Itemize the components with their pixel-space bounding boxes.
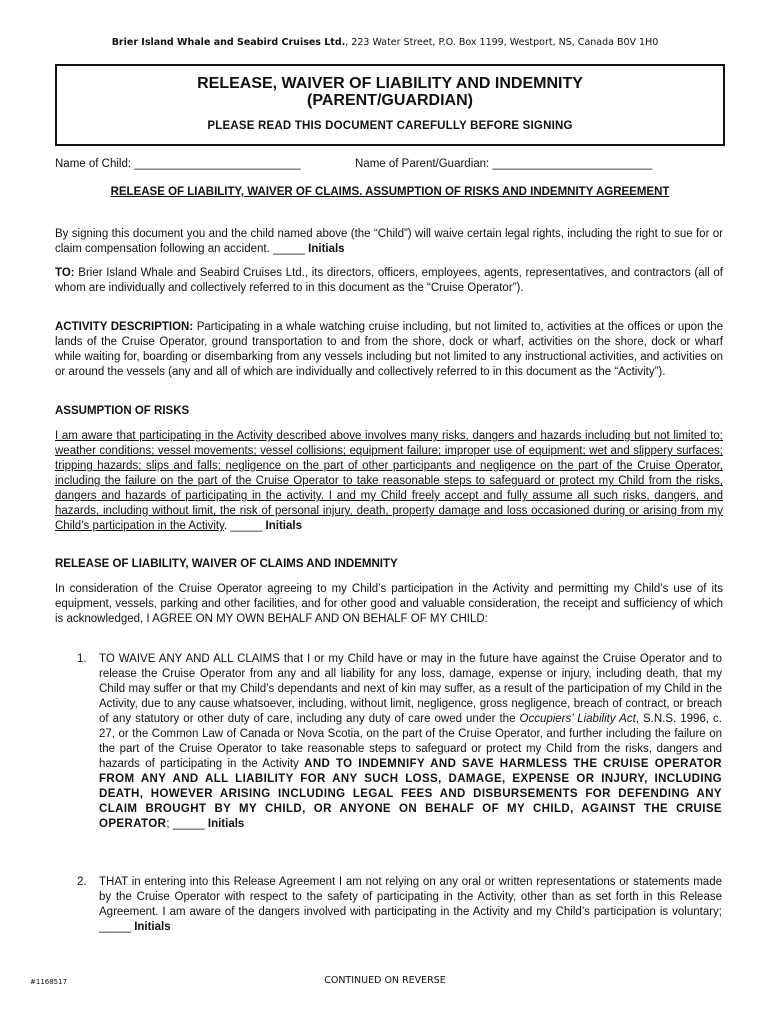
continued-notice: CONTINUED ON REVERSE: [324, 975, 446, 986]
release-heading: RELEASE OF LIABILITY, WAIVER OF CLAIMS AND INDEMNITY: [55, 558, 398, 570]
company-address: , 223 Water Street, P.O. Box 1199, Westport, NS, Canada B0V 1H0: [345, 37, 659, 48]
name-fields: [55, 158, 725, 170]
activity-paragraph: [55, 320, 723, 380]
item1-text-b: , S.N.S. 1996, c. 27, or the Common Law of Canada or Nova Scotia, on the part of the Cruise Operator, and further including the failure on the part of the Cruise Operator to take reasonable steps to safeguard or protect my Child from the risks, dangers and hazards of participating in the Activity: [99, 713, 723, 770]
to-text: Brier Island Whale and Seabird Cruises Ltd., its directors, officers, employees, agents, representatives, and contractors (all of whom are individually and collectively referred to in this document as the “Cruise Operator”).: [55, 267, 723, 294]
list-item-number: 1.: [77, 653, 87, 665]
parent-name-field[interactable]: Name of Parent/Guardian: _________________________: [355, 158, 653, 170]
item1-text-a: TO WAIVE ANY AND ALL CLAIMS that I or my Child have or may in the future have against the Cruise Operator and to release the Cruise Operator from any and all liability for any loss, damage, expense or injury, including death, that my Child may suffer or that my Child’s dependants and next of kin may suffer, as a result of the participation of my Child in the Activity, due to any cause whatsoever, including, without limit, negligence, gross negligence, breach of contract, or breach of any statutory or other duty of care, including any duty of care owed under the: [99, 653, 722, 725]
item2-initials[interactable]: Initials: [134, 921, 171, 933]
assumption-heading: ASSUMPTION OF RISKS: [55, 405, 190, 417]
assumption-paragraph: [55, 429, 723, 534]
title-subtitle: PLEASE READ THIS DOCUMENT CAREFULLY BEFORE SIGNING: [207, 120, 573, 132]
assumption-after: . _____: [223, 520, 266, 532]
list-item-body: [99, 875, 722, 935]
assumption-initials[interactable]: Initials: [265, 520, 302, 532]
intro-paragraph: [55, 227, 723, 257]
item1-after: ; _____: [166, 818, 208, 830]
company-header: [0, 37, 770, 48]
intro-text: By signing this document you and the child named above (the “Child”) will waive certain legal rights, including the right to sue for or claim compensation following an accident. _____: [55, 228, 723, 255]
assumption-text: I am aware that participating in the Activity described above involves many risks, dangers and hazards including but not limited to: weather conditions; vessel movements; vessel collisions; equipment failure; improper use of equipment; wet and slippery surfaces; tripping hazards; slips and falls; negligence on the part of other participants and negligence on the part of the Cruise Operator, including the failure on the part of the Cruise Operator to take reasonable steps to safeguard or protect my Child from the risks, dangers and hazards of participating in the activity. I and my Child freely accept and fully assume all such risks, dangers, and hazards, including without limit, the risk of personal injury, death, property damage and loss occasioned during or arising from my Child’s participation in the Activity: [55, 430, 723, 532]
agreement-section-title: RELEASE OF LIABILITY, WAIVER OF CLAIMS. ASSUMPTION OF RISKS AND INDEMNITY AGREEMENT: [110, 186, 670, 198]
activity-label: ACTIVITY DESCRIPTION:: [55, 321, 194, 333]
item1-indemnify-clause: AND TO INDEMNIFY AND SAVE HARMLESS THE CRUISE OPERATOR FROM ANY AND ALL LIABILITY FOR ANY SUCH LOSS, DAMAGE, EXPENSE OR INJURY, INCLUDING DEATH, HOWEVER ARISING INCLUDING LEGAL FEES AND DISBURSEMENTS FOR DEFENDING ANY CLAIM BROUGHT BY MY CHILD, OR ANYONE ON BEHALF OF MY CHILD, AGAINST THE CRUISE OPERATOR: [99, 758, 723, 830]
document-title: [57, 75, 723, 109]
to-label: TO:: [55, 267, 75, 279]
list-item-number: 2.: [77, 876, 87, 888]
child-name-field[interactable]: Name of Child: __________________________: [55, 158, 301, 170]
title-box: [55, 64, 725, 146]
document-id: #1168517: [30, 978, 68, 986]
item1-act-name: Occupiers’ Liability Act: [519, 713, 636, 725]
intro-initials[interactable]: Initials: [308, 243, 345, 255]
to-paragraph: [55, 266, 723, 296]
title-line-2: (PARENT/GUARDIAN): [307, 92, 473, 109]
company-name: Brier Island Whale and Seabird Cruises Ltd.: [111, 37, 346, 48]
item2-text: THAT in entering into this Release Agreement I am not relying on any oral or written representations or statements made by the Cruise Operator with respect to the safety of participating in the Activity, other than as set forth in this Release Agreement. I am aware of the dangers involved with participating in the Activity and my Child’s participation is voluntary; _____: [99, 876, 722, 933]
title-line-1: RELEASE, WAIVER OF LIABILITY AND INDEMNITY: [197, 75, 583, 92]
activity-text: Participating in a whale watching cruise including, but not limited to, activities at the offices or upon the lands of the Cruise Operator, ground transportation to and from the shore, dock or wharf, activities on the shore, dock or wharf while waiting for, boarding or disembarking from any vessels including but not limited to any instructional activities, and activities on or around the vessels (any and all of which are individually and collectively referred to in this document as the “Activity”).: [55, 321, 723, 378]
item1-initials[interactable]: Initials: [207, 818, 245, 830]
release-paragraph: In consideration of the Cruise Operator agreeing to my Child’s participation in the Activity and permitting my Child’s use of its equipment, vessels, parking and other facilities, and for other good and valuable consideration, the receipt and sufficiency of which is acknowledged, I AGREE ON MY OWN BEHALF AND ON BEHALF OF MY CHILD:: [55, 583, 723, 625]
list-item-body: [99, 652, 722, 832]
